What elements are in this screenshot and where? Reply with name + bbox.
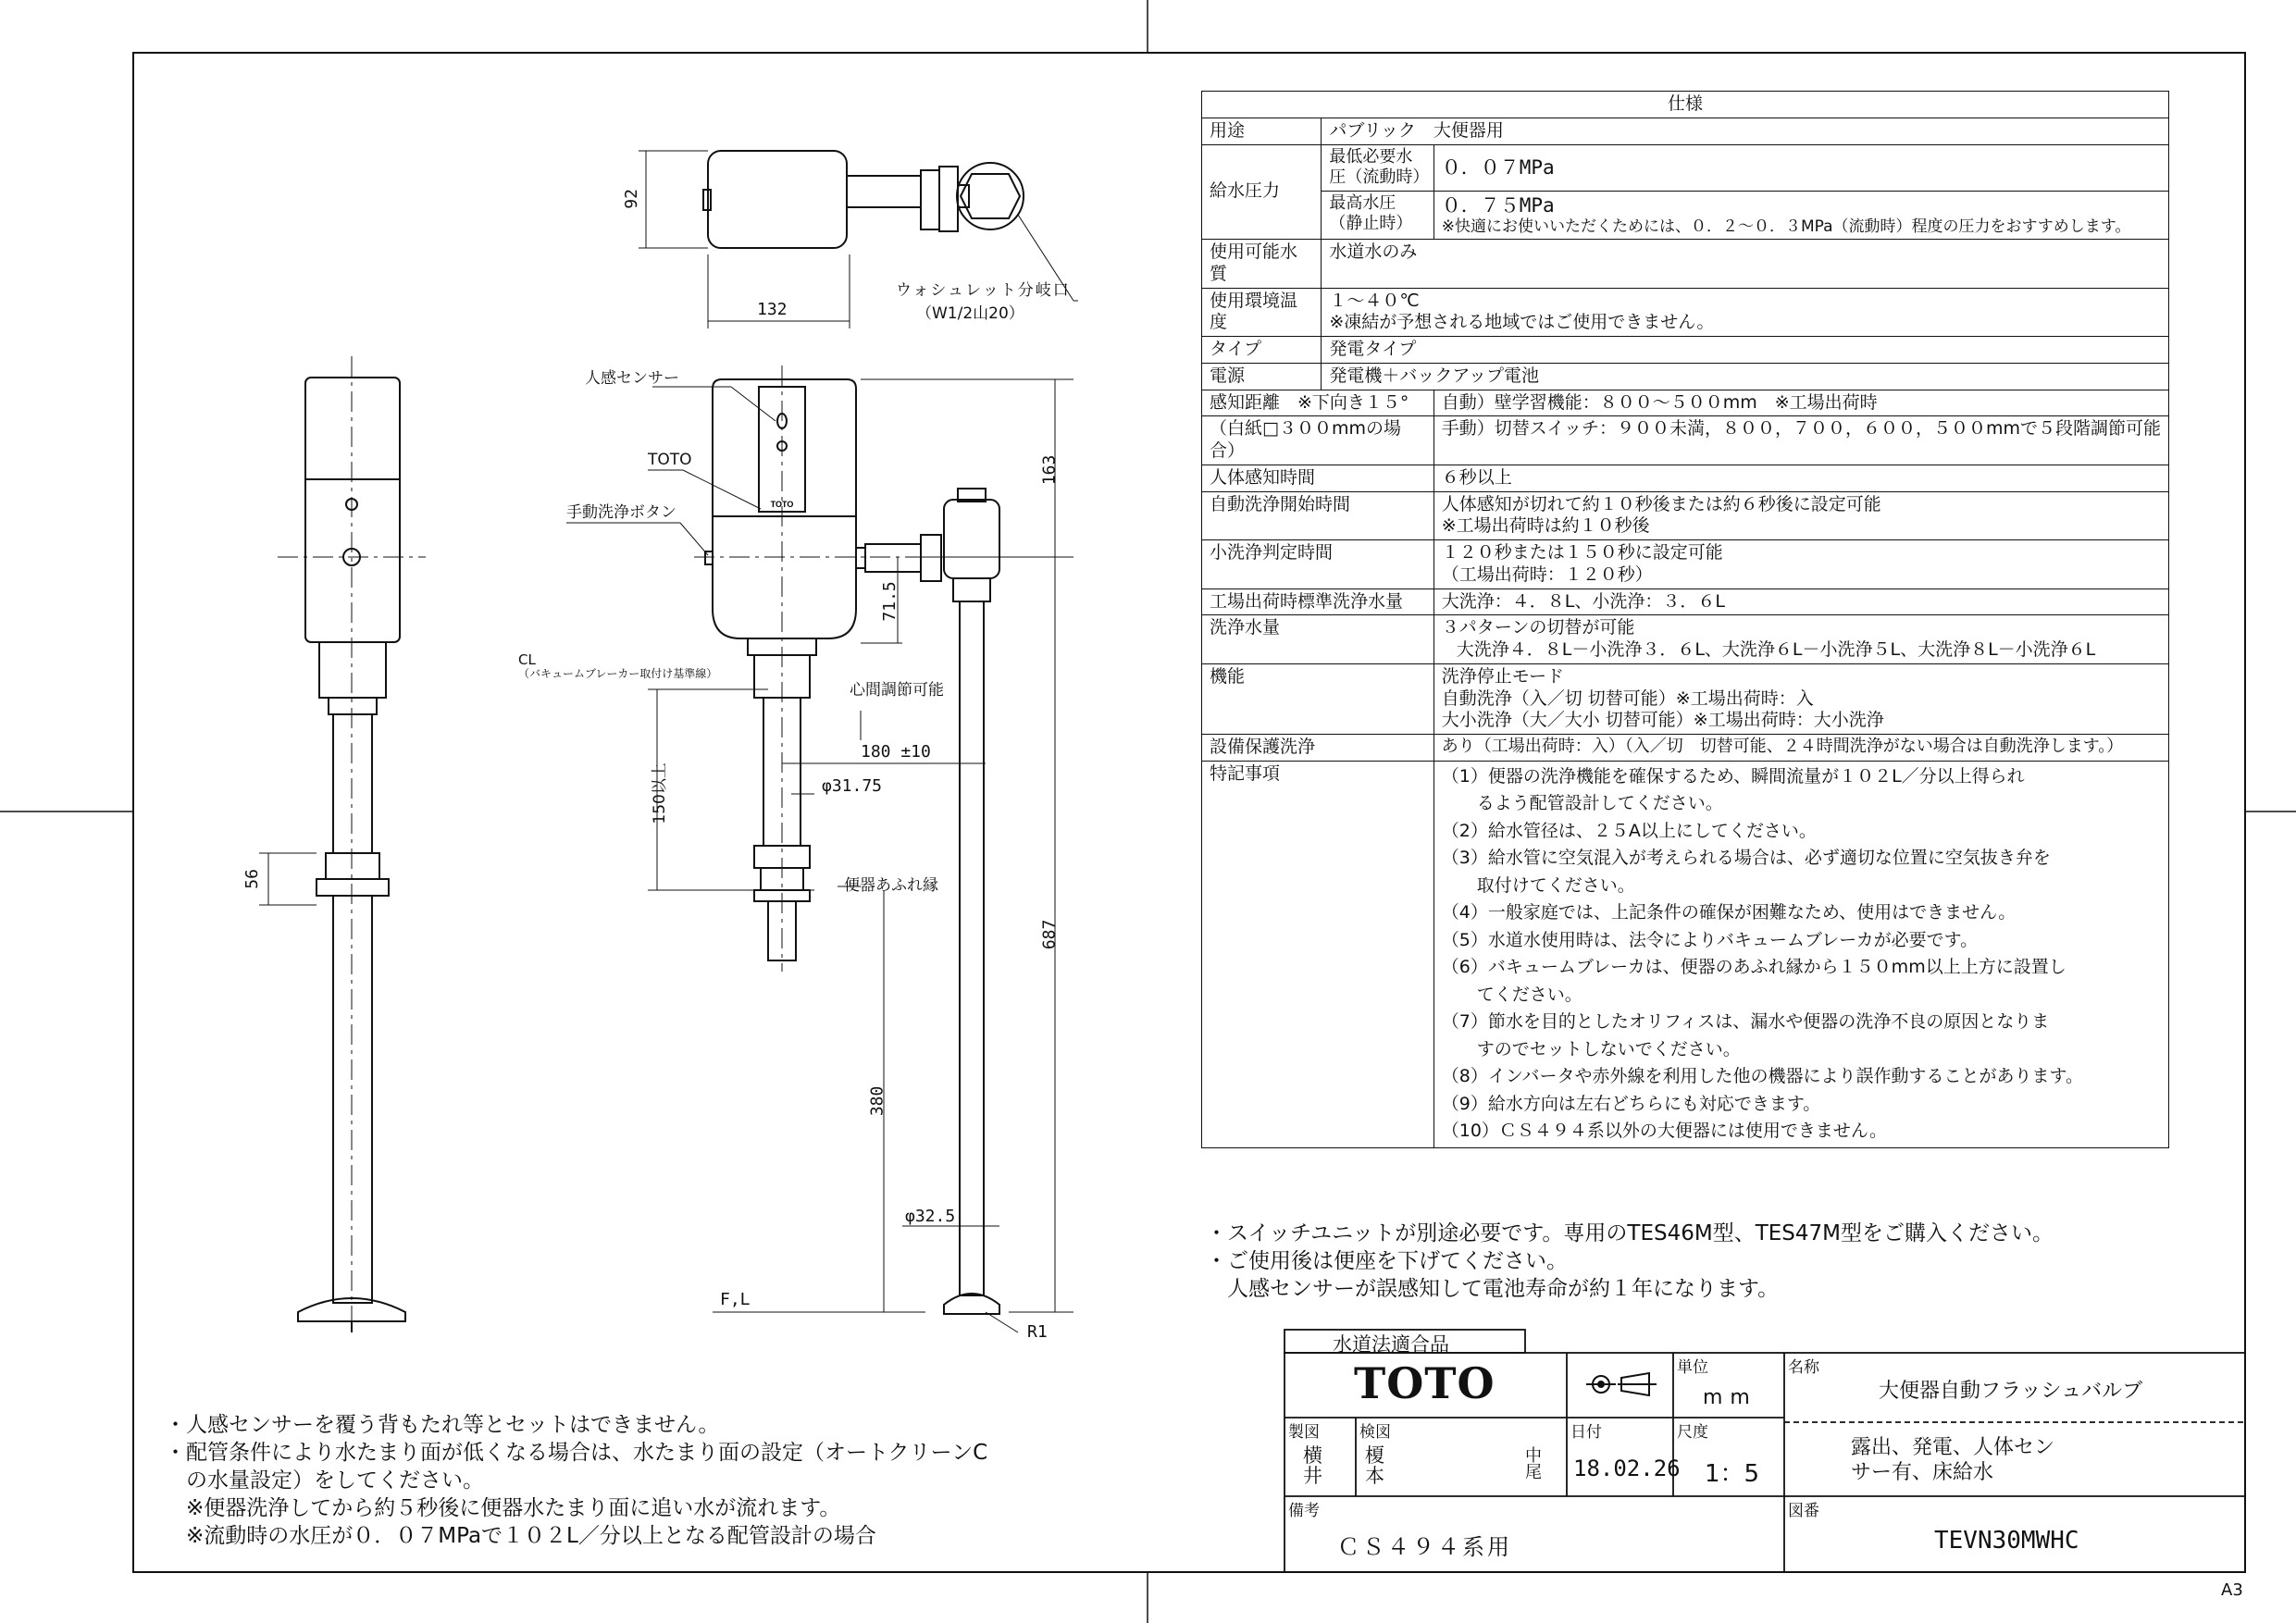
special-note: （10）ＣＳ４９４系以外の大便器には使用できません。 xyxy=(1441,1121,1888,1142)
spec-label: 機能 xyxy=(1202,663,1434,734)
spec-table xyxy=(1201,91,2169,1148)
spec-label: 洗浄水量 xyxy=(1202,615,1434,664)
spec-row xyxy=(1202,491,2169,540)
spec-value-note: （工場出荷時：１２０秒） xyxy=(1441,564,1653,585)
spec-value-cell xyxy=(1433,491,2168,540)
cl-label: CL xyxy=(518,651,536,668)
approval-stamp: 中尾 xyxy=(1525,1446,1542,1482)
r1-label: R1 xyxy=(1027,1322,1048,1342)
spec-row xyxy=(1202,390,2169,465)
dim-31-75: φ31.75 xyxy=(822,776,883,796)
spec-value: 洗浄停止モード xyxy=(1441,665,1564,687)
dim-56: 56 xyxy=(242,869,262,889)
dim-687: 687 xyxy=(1039,919,1060,950)
spec-value: 大洗浄：４．８L、小洗浄：３．６L xyxy=(1433,588,2168,615)
rim-label: 便器あふれ縁 xyxy=(844,876,938,895)
spec-label: 特記事項 xyxy=(1202,761,1434,1147)
spec-row xyxy=(1202,240,2169,289)
dim-32-5: φ32.5 xyxy=(905,1207,956,1226)
scale-label: 尺度 xyxy=(1677,1423,1708,1442)
spec-row xyxy=(1202,144,2169,191)
spec-value: 手動）切替スイッチ：９００未満，８００，７００，６００，５００mmで５段階調節可能 xyxy=(1441,418,2161,440)
spec-row xyxy=(1202,465,2169,491)
sensor-label: 人感センサー xyxy=(585,369,679,388)
washlet-label: ウォシュレット分岐口 xyxy=(896,281,1071,300)
remarks-value: ＣＳ４９４系用 xyxy=(1337,1534,1512,1560)
dim-132: 132 xyxy=(757,300,788,319)
drawn-by: 横井 xyxy=(1303,1444,1322,1487)
spec-value: 発電タイプ xyxy=(1322,337,2169,364)
projection-symbol-icon xyxy=(1586,1373,1657,1395)
spec-label: 工場出荷時標準洗浄水量 xyxy=(1202,588,1434,615)
spec-label: 用途 xyxy=(1202,118,1322,144)
spec-row xyxy=(1202,761,2169,1147)
spec-row xyxy=(1202,191,2169,240)
name-label: 名称 xyxy=(1788,1358,1819,1377)
spec-value: １～４０℃ xyxy=(1329,290,1420,311)
left-notes xyxy=(165,1411,987,1550)
note-line: ・スイッチユニットが別途必要です。専用のTES46M型、TES47M型をご購入ください。 xyxy=(1206,1221,2054,1245)
spec-value-cell xyxy=(1322,288,2169,337)
checked-by: 榎本 xyxy=(1365,1444,1384,1487)
unit-value: mm xyxy=(1703,1386,1757,1409)
spec-label: タイプ xyxy=(1202,337,1322,364)
special-note: 取付けてください。 xyxy=(1441,874,1635,896)
date-label: 日付 xyxy=(1570,1423,1602,1442)
spec-label: 感知距離 ※下向き１５° xyxy=(1202,390,1433,417)
spec-row xyxy=(1202,540,2169,589)
note-line: ※流動時の水圧が０．０７MPaで１０２L／分以上となる配管設計の場合 xyxy=(165,1524,876,1548)
spec-label: （白紙□３００mmの場合） xyxy=(1210,418,1401,461)
dim-163: 163 xyxy=(1039,454,1060,486)
spec-value: ０．０７MPa xyxy=(1433,144,2168,191)
spec-label: 給水圧力 xyxy=(1202,144,1322,240)
side-view xyxy=(259,356,426,1332)
drawn-label: 製図 xyxy=(1288,1423,1320,1442)
brand-logo: TOTO xyxy=(1354,1358,1496,1408)
product-name: 大便器自動フラッシュバルブ xyxy=(1879,1380,2143,1403)
spec-value-note: 大洗浄４．８L－小洗浄３．６L、大洗浄６L－小洗浄５L、大洗浄８L－小洗浄６L xyxy=(1456,639,2096,660)
spec-value-note: ※凍結が予想される地域ではご使用できません。 xyxy=(1329,312,1715,333)
spec-value-cell xyxy=(1433,390,2168,465)
scale-value: 1：5 xyxy=(1705,1460,1760,1488)
dim-380: 380 xyxy=(867,1085,887,1117)
spec-row xyxy=(1202,735,2169,762)
note-line: の水量設定）をしてください。 xyxy=(165,1468,484,1493)
spec-value: 自動）壁学習機能：８００～５００mm ※工場出荷時 xyxy=(1434,390,2168,417)
spec-value-note: ※快適にお使いいただくためには、０．２～０．３MPa（流動時）程度の圧力をおすすめします。 xyxy=(1441,217,2131,236)
water-law-label: 水道法適合品 xyxy=(1333,1333,1449,1356)
spec-label: 設備保護洗浄 xyxy=(1202,735,1434,762)
spec-header-row xyxy=(1202,92,2169,118)
special-notes-cell xyxy=(1433,761,2168,1147)
spec-title: 仕様 xyxy=(1202,92,2169,118)
spec-value-cell xyxy=(1433,663,2168,734)
center-adjust-label: 心間調節可能 xyxy=(850,681,944,700)
special-note: てください。 xyxy=(1441,984,1582,1005)
spec-sublabel: 最高水圧（静止時） xyxy=(1322,191,1433,240)
date-value: 18.02.26 xyxy=(1573,1456,1681,1481)
spec-label: 小洗浄判定時間 xyxy=(1202,540,1434,589)
sheet-size: A3 xyxy=(2221,1580,2243,1600)
special-note: （2）給水管径は、２５A以上にしてください。 xyxy=(1441,820,1817,841)
special-note: すのでセットしないでください。 xyxy=(1441,1038,1741,1059)
spec-value: 発電機＋バックアップ電池 xyxy=(1322,363,2169,390)
special-note: （8）インバータや赤外線を利用した他の機器により誤作動することがあります。 xyxy=(1441,1066,2083,1087)
drawing-no: TEVN30MWHC xyxy=(1934,1527,2079,1555)
spec-value-cell xyxy=(1433,615,2168,664)
dim-180: 180 ±10 xyxy=(861,742,931,762)
note-line: ・配管条件により水たまり面が低くなる場合は、水たまり面の設定（オートクリーンC xyxy=(165,1441,988,1465)
spec-label: 人体感知時間 xyxy=(1202,465,1434,491)
spec-value: パブリック 大便器用 xyxy=(1322,118,2169,144)
special-note: （5）水道水使用時は、法令によりバキュームブレーカが必要です。 xyxy=(1441,929,1979,950)
spec-row xyxy=(1202,615,2169,664)
note-line: 人感センサーが誤感知して電池寿命が約１年になります。 xyxy=(1206,1277,1780,1301)
top-view xyxy=(639,151,1078,328)
spec-value: ６秒以上 xyxy=(1433,465,2168,491)
spec-row xyxy=(1202,588,2169,615)
special-note: るよう配管設計してください。 xyxy=(1441,793,1723,814)
spec-label: 電源 xyxy=(1202,363,1322,390)
note-line: ※便器洗浄してから約５秒後に便器水たまり面に追い水が流れます。 xyxy=(165,1496,841,1520)
drawing-no-label: 図番 xyxy=(1788,1502,1819,1520)
spec-value: ３パターンの切替が可能 xyxy=(1441,617,1635,638)
spec-value: 水道水のみ xyxy=(1322,240,2169,289)
washlet-size: （W1/2山20） xyxy=(916,304,1024,323)
special-note: （6）バキュームブレーカは、便器のあふれ縁から１５０mm以上上方に設置し xyxy=(1441,957,2066,978)
dim-150: 150以上 xyxy=(650,762,669,824)
special-note: （9）給水方向は左右どちらにも対応できます。 xyxy=(1441,1093,1821,1114)
special-note: （3）給水管に空気混入が考えられる場合は、必ず適切な位置に空気抜き弁を xyxy=(1441,848,2051,869)
unit-label: 単位 xyxy=(1677,1358,1708,1377)
spec-sublabel: 最低必要水圧（流動時） xyxy=(1322,144,1433,191)
spec-value: 人体感知が切れて約１０秒後または約６秒後に設定可能 xyxy=(1441,493,1881,514)
spec-label: 使用可能水質 xyxy=(1202,240,1322,289)
checked-label: 検図 xyxy=(1359,1423,1391,1442)
spec-label-cell xyxy=(1202,390,1434,465)
spec-label: 自動洗浄開始時間 xyxy=(1202,491,1434,540)
fl-label: F,L xyxy=(720,1290,751,1309)
spec-value-note: ※工場出荷時は約１０秒後 xyxy=(1441,515,1650,537)
cl-note: （バキュームブレーカー取付け基準線） xyxy=(518,667,718,680)
spec-value: あり（工場出荷時：入）（入／切 切替可能、２４時間洗浄がない場合は自動洗浄します。） xyxy=(1433,735,2168,762)
spec-value: 自動洗浄（入／切 切替可能）※工場出荷時：入 xyxy=(1441,688,1814,709)
manual-button-label: 手動洗浄ボタン xyxy=(566,503,676,522)
dim-92: 92 xyxy=(621,189,641,209)
special-note: （1）便器の洗浄機能を確保するため、瞬間流量が１０２L／分以上得られ xyxy=(1441,765,2025,787)
spec-row xyxy=(1202,663,2169,734)
special-note: （7）節水を目的としたオリフィスは、漏水や便器の洗浄不良の原因となりま xyxy=(1441,1011,2050,1033)
spec-row xyxy=(1202,363,2169,390)
toto-label: TOTO xyxy=(648,451,692,469)
spec-value: １２０秒または１５０秒に設定可能 xyxy=(1441,542,1723,563)
spec-row xyxy=(1202,288,2169,337)
product-subtitle: 露出、発電、人体センサー有、床給水 xyxy=(1851,1436,2055,1484)
spec-row xyxy=(1202,337,2169,364)
note-line: ・人感センサーを覆う背もたれ等とセットはできません。 xyxy=(165,1413,720,1437)
body-logo: TOTO xyxy=(770,500,794,509)
dim-71-5: 71.5 xyxy=(879,581,900,622)
special-note: （4）一般家庭では、上記条件の確保が困難なため、使用はできません。 xyxy=(1441,902,2017,923)
remarks-label: 備考 xyxy=(1288,1502,1320,1520)
spec-value: ０．７５MPa xyxy=(1441,193,1555,217)
note-line: ・ご使用後は便座を下げてください。 xyxy=(1206,1249,1568,1273)
spec-value: 大小洗浄（大／大小 切替可能）※工場出荷時：大小洗浄 xyxy=(1441,710,1884,731)
spec-value-cell xyxy=(1433,540,2168,589)
right-notes xyxy=(1206,1220,2054,1303)
spec-value-cell xyxy=(1433,191,2168,240)
spec-row xyxy=(1202,118,2169,144)
spec-label: 使用環境温度 xyxy=(1202,288,1322,337)
